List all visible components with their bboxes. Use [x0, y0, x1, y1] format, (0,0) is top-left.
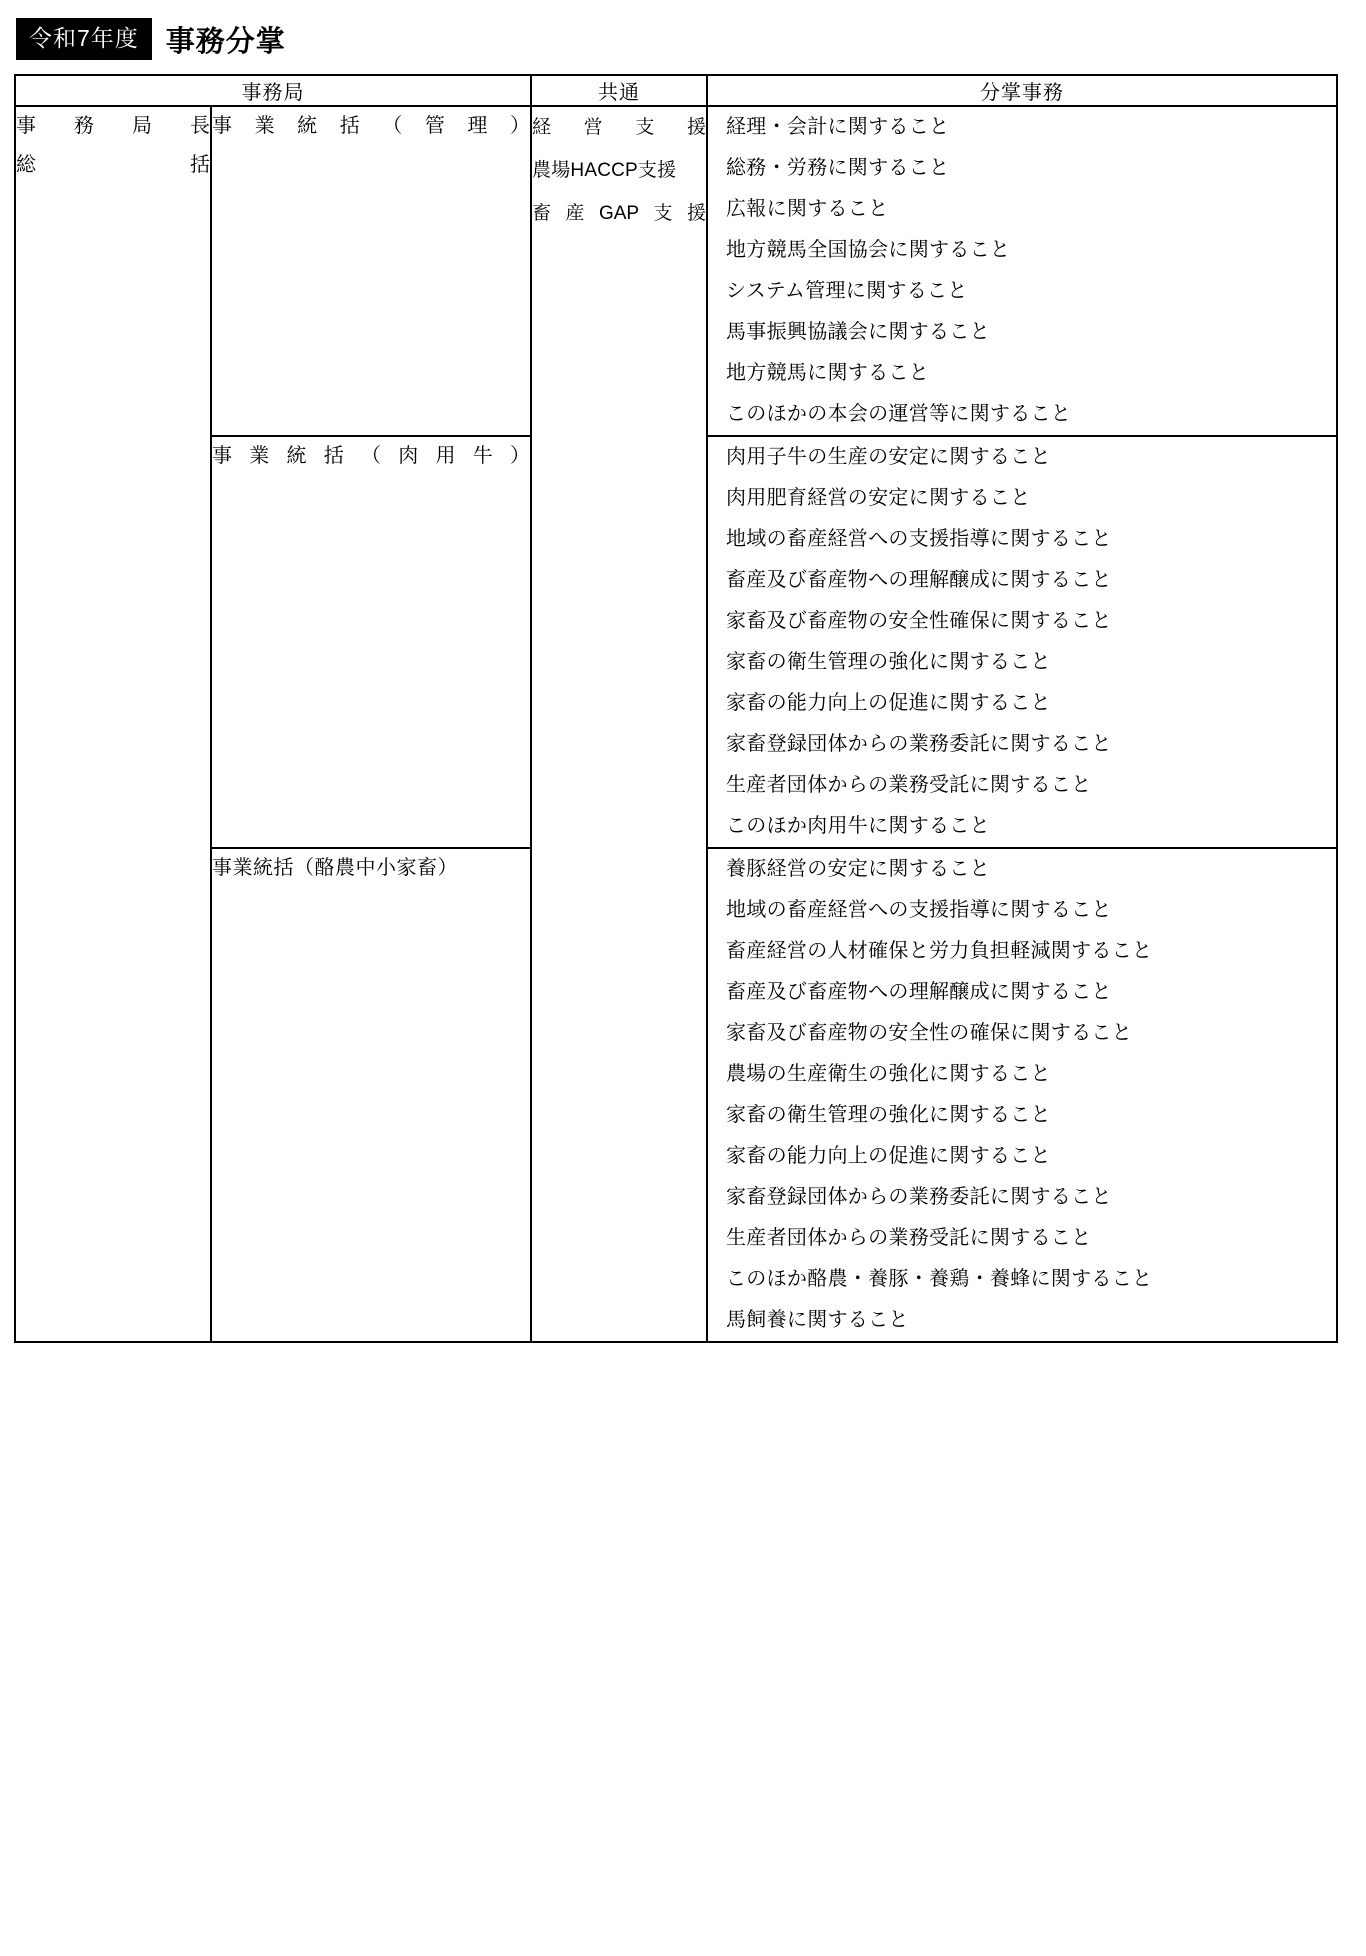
department-char: 事 [16, 115, 36, 137]
list-item: 畜産及び畜産物への理解醸成に関すること [726, 981, 1112, 1003]
group-label-char: 牛 [472, 445, 493, 467]
group-label-char: 管 [424, 115, 445, 137]
table-row [15, 106, 1337, 436]
common-char: 産 [565, 202, 585, 224]
list-item: このほか肉用牛に関すること [726, 815, 990, 837]
group-label [212, 437, 530, 475]
group-label-char: 事 [212, 115, 232, 137]
column-header-office: 事務局 [15, 75, 531, 106]
department-cell [15, 106, 211, 1342]
list-item: 家畜の能力向上の促進に関すること [726, 692, 1051, 714]
department-line-2 [16, 146, 210, 185]
group-label-char: ） [509, 115, 530, 137]
group-label-char: 業 [249, 445, 270, 467]
group-label-char: ） [510, 445, 530, 467]
group-label-char: 事 [212, 445, 232, 467]
list-item: 畜産及び畜産物への理解醸成に関すること [726, 569, 1112, 591]
common-char: GAP [598, 202, 640, 224]
department-char: 務 [74, 115, 94, 137]
page-title: 事務分掌 [165, 25, 286, 58]
list-item: 生産者団体からの業務受託に関すること [726, 1227, 1092, 1249]
list-item: 肉用子牛の生産の安定に関すること [726, 446, 1051, 468]
list-item: 生産者団体からの業務受託に関すること [726, 774, 1092, 796]
department-line-1 [16, 107, 210, 146]
list-item: このほかの本会の運営等に関すること [726, 403, 1072, 425]
column-header-duties: 分掌事務 [707, 75, 1337, 106]
list-item: 馬事振興協議会に関すること [726, 321, 990, 343]
task-list-management [707, 106, 1337, 436]
group-label-char: 括 [339, 115, 360, 137]
common-char: 援 [686, 117, 706, 138]
list-item: 家畜の衛生管理の強化に関すること [726, 651, 1051, 673]
group-label: 事業統括（酪農中小家畜） [212, 857, 458, 879]
list-item: 農場の生産衛生の強化に関すること [726, 1063, 1051, 1085]
group-label-char: 肉 [398, 445, 419, 467]
list-item: このほか酪農・養豚・養鶏・養蜂に関すること [726, 1268, 1153, 1290]
list-item: 家畜登録団体からの業務委託に関すること [726, 1186, 1112, 1208]
group-label-char: 用 [435, 445, 456, 467]
list-item: 地域の畜産経営への支援指導に関すること [726, 528, 1112, 550]
common-char: 支 [635, 117, 655, 138]
list-item: 経理・会計に関すること [726, 116, 950, 138]
common-item-keiei-shien [532, 107, 706, 150]
list-item: 家畜の能力向上の促進に関すること [726, 1145, 1051, 1167]
task-list-dairy-small-livestock [707, 848, 1337, 1342]
list-item: 家畜及び畜産物の安全性の確保に関すること [726, 1022, 1132, 1044]
list-item: 地方競馬全国協会に関すること [726, 239, 1011, 261]
department-char: 総 [16, 154, 36, 176]
group-cell-dairy-small-livestock [211, 848, 531, 1342]
department-char: 長 [190, 115, 210, 137]
list-item: 地方競馬に関すること [726, 362, 929, 384]
common-item-farm-haccp: 農場HACCP支援 [532, 159, 677, 181]
group-label-char: （ [382, 115, 403, 137]
common-char: 援 [686, 202, 706, 224]
group-cell-management [211, 106, 531, 436]
list-item: 馬飼養に関すること [726, 1309, 909, 1331]
document-header [14, 14, 1336, 72]
group-label-char: 統 [297, 115, 318, 137]
fiscal-year-badge: 令和7年度 [16, 18, 152, 60]
group-label-char: 業 [254, 115, 275, 137]
common-char: 経 [532, 117, 552, 138]
group-label [212, 107, 530, 145]
list-item: 広報に関すること [726, 198, 889, 220]
common-char: 支 [653, 202, 673, 224]
common-item-livestock-gap [532, 193, 706, 236]
group-label-char: 括 [323, 445, 344, 467]
list-item: 総務・労務に関すること [726, 157, 950, 179]
list-item: 地域の畜産経営への支援指導に関すること [726, 899, 1112, 921]
common-char: 営 [583, 117, 603, 138]
list-item: 家畜登録団体からの業務委託に関すること [726, 733, 1112, 755]
department-char: 括 [190, 154, 210, 176]
task-list-beef-cattle [707, 436, 1337, 848]
list-item: 肉用肥育経営の安定に関すること [726, 487, 1031, 509]
table-header-row [15, 75, 1337, 106]
duties-table [14, 74, 1338, 1343]
list-item: 養豚経営の安定に関すること [726, 858, 990, 880]
column-header-common: 共通 [531, 75, 707, 106]
group-label-char: 統 [286, 445, 307, 467]
group-label-char: 理 [467, 115, 488, 137]
group-label-char: （ [361, 445, 381, 467]
list-item: 家畜及び畜産物の安全性確保に関すること [726, 610, 1112, 632]
list-item: システム管理に関すること [726, 280, 968, 302]
common-duties-cell [531, 106, 707, 1342]
department-char: 局 [132, 115, 152, 137]
list-item: 畜産経営の人材確保と労力負担軽減関すること [726, 940, 1153, 962]
list-item: 家畜の衛生管理の強化に関すること [726, 1104, 1051, 1126]
common-char: 畜 [532, 202, 552, 224]
group-cell-beef-cattle [211, 436, 531, 848]
